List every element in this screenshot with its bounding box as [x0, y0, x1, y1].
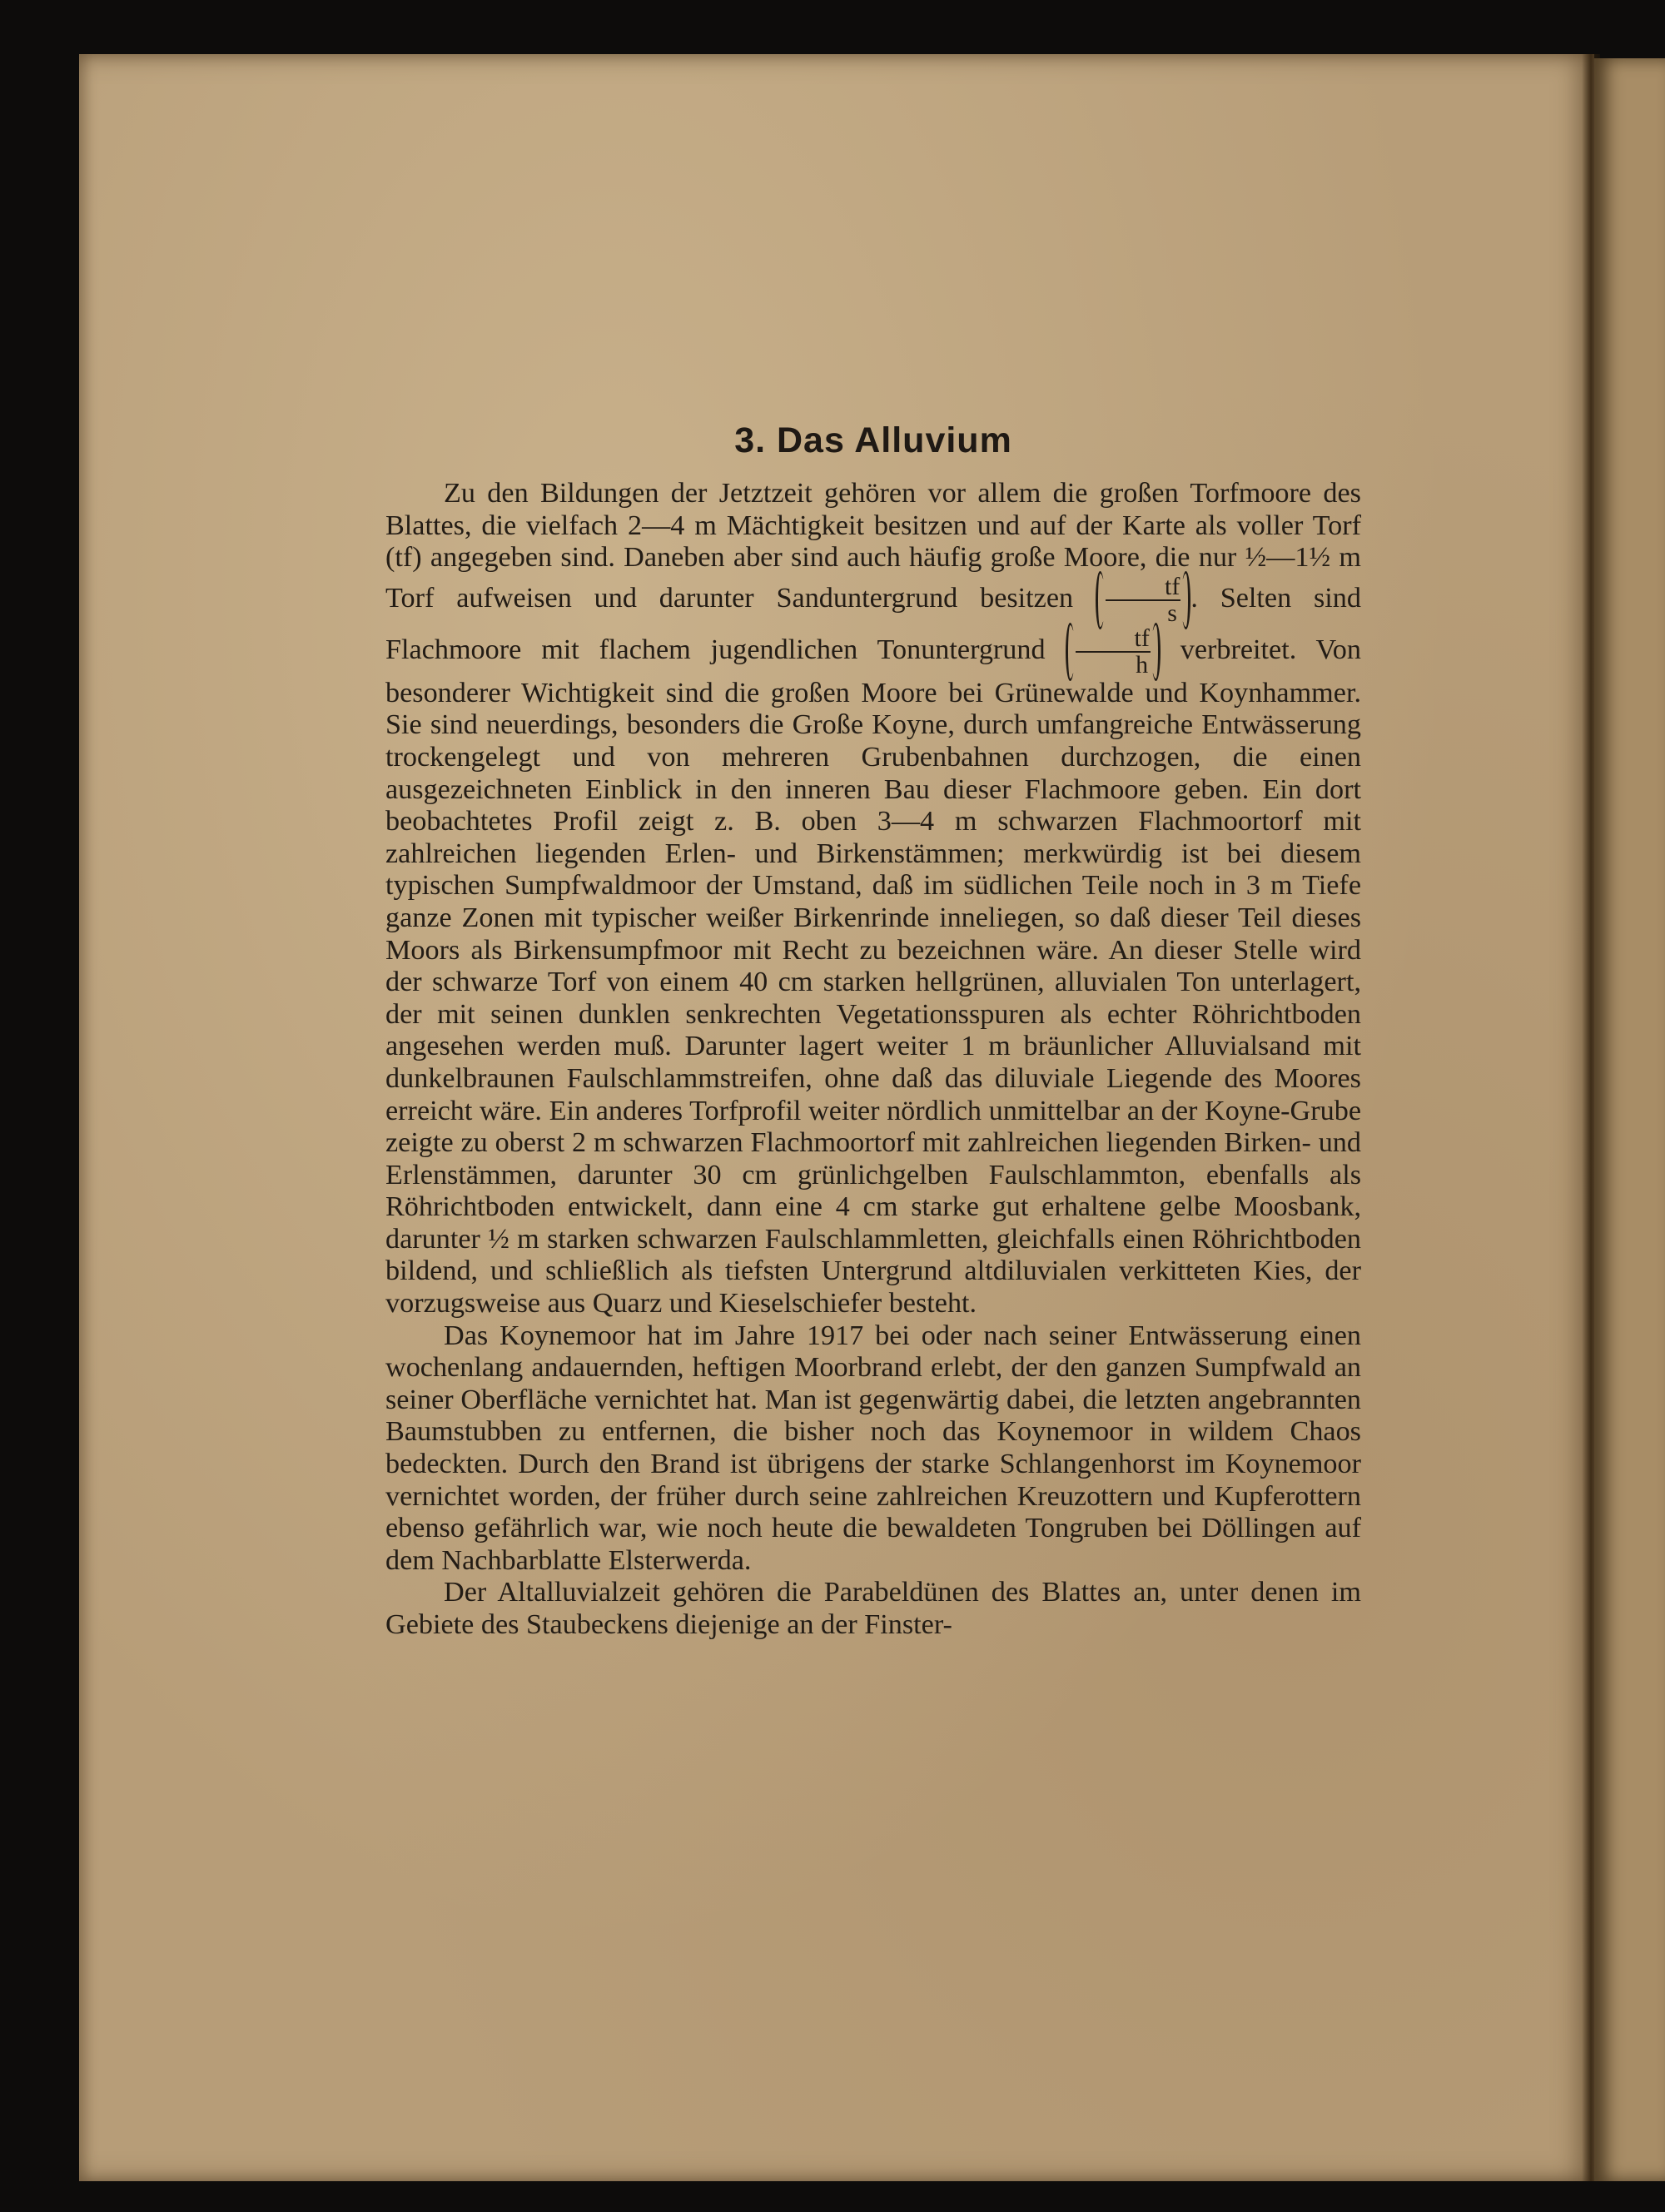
next-page-edge: [1594, 58, 1665, 2181]
paragraph-1: [385, 478, 1361, 1320]
fraction-numerator: tf: [1106, 574, 1180, 601]
fraction-denominator: h: [1136, 650, 1149, 679]
fraction-numerator: tf: [1076, 626, 1151, 653]
section-heading: 3. Das Alluvium: [734, 420, 1012, 460]
fraction-denominator: s: [1167, 599, 1177, 627]
paragraph-1-part-c: verbreitet. Von besonderer Wichtigkeit sind die großen Moore bei Grünewalde und Koynhammer. Sie sind neuerdings, besonders die Große Koyne, durch umfangreiche Entwässerung trockengelegt und von mehreren Grubenbahnen durchzogen, die einen ausgezeichneten Einblick in den inneren Bau dieser Flachmoore geben. Ein dort beobachtetes Profil zeigt z. B. oben 3—4 m schwarzen Flachmoortorf mit zahlreichen liegenden Erlen- und Birkenstämmen; merkwürdig ist bei diesem typischen Sumpfwaldmoor der Umstand, daß im südlichen Teile noch in 3 m Tiefe ganze Zonen mit typischer weißer Birkenrinde inneliegen, so daß dieser Teil dieses Moors als Birkensumpfmoor mit Recht zu bezeichnen wäre. An dieser Stelle wird der schwarze Torf von einem 40 cm starken hellgrünen, alluvialen Ton unterlagert, der mit seinen dunklen senkrechten Vegetationsspuren als echter Röhrichtboden angesehen werden muß. Darunter lagert weiter 1 m bräunlicher Alluvialsand mit dunkelbraunen Faulschlammstreifen, ohne daß das diluviale Liegende des Moores erreicht wäre. Ein anderes Torfprofil weiter nördlich unmittelbar an der Koyne-Grube zeigte zu oberst 2 m schwarzen Flachmoortorf mit zahlreichen liegenden Birken- und Erlenstämmen, darunter 30 cm grünlichgelben Faulschlammton, ebenfalls als Röhrichtboden entwickelt, dann eine 4 cm starke gut erhaltene gelbe Moosbank, darunter ½ m starken schwarzen Faulschlammletten, gleichfalls einen Röhrichtboden bildend, und schließlich als tiefsten Untergrund altdiluvialen verkitteten Kies, der vorzugsweise aus Quarz und Kieselschiefer besteht.: [385, 634, 1361, 1320]
page-text: [385, 420, 1361, 1642]
paragraph-1-part-b: . Selten sind Flachmoore mit flachem jugendlichen Tonuntergrund: [385, 582, 1361, 665]
fraction-tf-over-s: [1097, 574, 1189, 626]
paragraph-2: Das Koynemoor hat im Jahre 1917 bei oder nach seiner Entwässerung einen wochenlang andauernden, heftigen Moorbrand erlebt, der den ganzen Sumpfwald an seiner Oberfläche vernichtet hat. Man ist gegenwärtig dabei, die letzten angebrannten Baumstubben zu entfernen, die bisher noch das Koynemoor in wildem Chaos bedeckten. Durch den Brand ist übrigens der starke Schlangenhorst im Koynemoor vernichtet worden, der früher durch seine zahlreichen Kreuzottern und Kupferottern ebenso gefährlich war, wie noch heute die bewaldeten Tongruben bei Döllingen auf dem Nachbarblatte Elsterwerda.: [385, 1320, 1361, 1576]
paragraph-3: Der Altalluvialzeit gehören die Parabeldünen des Blattes an, unter denen im Gebiete des Staubeckens diejenige an der Finster-: [385, 1577, 1361, 1640]
paragraph-1-part-a: Zu den Bildungen der Jetztzeit gehören vor allem die großen Torfmoore des Blattes, die vielfach 2—4 m Mächtigkeit besitzen und auf der Karte als voller Torf (tf) angegeben sind. Daneben aber sind auch häufig große Moore, die nur ½—1½ m Torf aufweisen und darunter Sanduntergrund besitzen: [385, 478, 1361, 614]
fraction-tf-over-h: [1067, 626, 1159, 678]
